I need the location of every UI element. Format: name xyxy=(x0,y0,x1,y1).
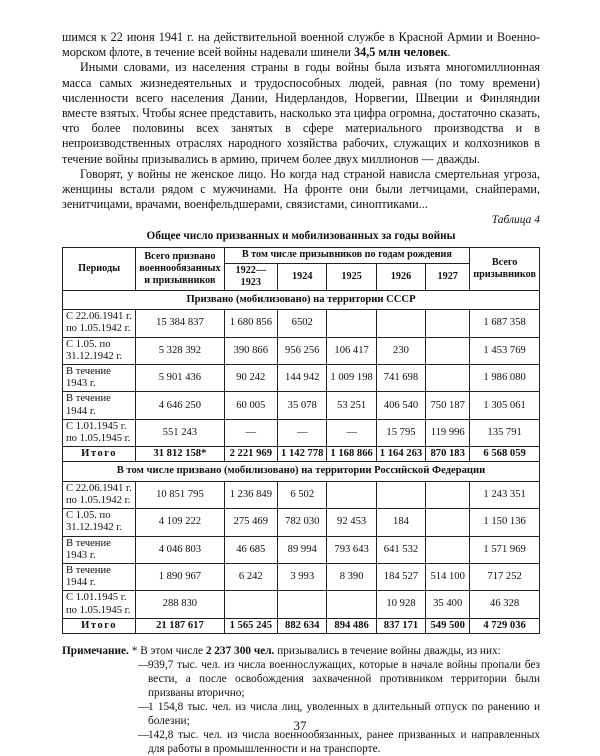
paragraph-3: Говорят, у войны не женское лицо. Но когда над страной нависла смертельная угроза, женщины встали рядом с мужчинами. На фронте они были летчицами, снайперами, зенитчицами, врачами, военфельдшерами, связистами, синоптиками... xyxy=(62,166,540,212)
total-value-cell: 1 142 778 xyxy=(278,447,327,462)
value-cell: 1 150 136 xyxy=(470,509,540,536)
value-cell: 1 009 198 xyxy=(327,365,376,392)
value-cell: 10 928 xyxy=(376,591,425,618)
value-cell: 60 005 xyxy=(224,392,278,419)
value-cell xyxy=(327,310,376,337)
dash: — xyxy=(138,658,150,671)
table-row xyxy=(63,310,540,337)
header-year: 1922—1923 xyxy=(224,263,278,290)
value-cell: 956 256 xyxy=(278,337,327,364)
period-cell: С 1.05. по 31.12.1942 г. xyxy=(63,337,136,364)
period-cell: В течение 1944 г. xyxy=(63,392,136,419)
value-cell xyxy=(224,591,278,618)
value-cell: 4 109 222 xyxy=(136,509,224,536)
total-label: Итого xyxy=(63,618,136,633)
value-cell: 1 986 080 xyxy=(470,365,540,392)
value-cell: 35 078 xyxy=(278,392,327,419)
total-value-cell: 549 500 xyxy=(426,618,470,633)
value-cell: 1 243 351 xyxy=(470,481,540,508)
value-cell: 275 469 xyxy=(224,509,278,536)
value-cell: 89 994 xyxy=(278,536,327,563)
paragraph-1-end: . xyxy=(447,45,451,60)
value-cell: 46 685 xyxy=(224,536,278,563)
total-value-cell: 870 183 xyxy=(426,447,470,462)
note-item-text: 1 154,8 тыс. чел. из числа лиц, уволенных в длительный отпуск по ранению и болезни; xyxy=(148,700,540,727)
value-cell: 15 384 837 xyxy=(136,310,224,337)
value-cell: 750 187 xyxy=(426,392,470,419)
value-cell: 144 942 xyxy=(278,365,327,392)
note-intro xyxy=(62,644,540,658)
value-cell xyxy=(327,481,376,508)
value-cell xyxy=(376,481,425,508)
period-cell: С 1.01.1945 г. по 1.05.1945 г. xyxy=(63,419,136,446)
note-intro-bold: 2 237 300 чел. xyxy=(205,644,275,657)
table-body xyxy=(63,291,540,634)
value-cell: 514 100 xyxy=(426,563,470,590)
value-cell: 5 901 436 xyxy=(136,365,224,392)
value-cell: 641 532 xyxy=(376,536,425,563)
period-cell: С 22.06.1941 г. по 1.05.1942 г. xyxy=(63,481,136,508)
value-cell: 1 305 061 xyxy=(470,392,540,419)
period-cell: С 1.05. по 31.12.1942 г. xyxy=(63,509,136,536)
total-value-cell: 4 729 036 xyxy=(470,618,540,633)
header-periods: Периоды xyxy=(63,248,136,291)
value-cell: 1 236 849 xyxy=(224,481,278,508)
paragraph-2: Иными словами, из населения страны в годы войны была изъята многомиллионная масса самых жизнедеятельных и трудоспособных людей, равная (по тому времени) численности всего населения Дании, Нидерландов, Норвегии, Швеции и Финляндии вместе взятых. Чтобы яснее представить, насколько эта цифра огромна, достаточно сказать, что более половины всех занятых в сфере материального производства и в непроизводственных отраслях народного хозяйства рабочих, служащих и колхозников в течение войны призывались в армию, причем более двух миллионов — дважды. xyxy=(62,60,540,166)
value-cell: 106 417 xyxy=(327,337,376,364)
value-cell: 6502 xyxy=(278,310,327,337)
paragraph-1 xyxy=(62,30,540,60)
value-cell: 1 571 969 xyxy=(470,536,540,563)
note-intro-start: * В этом числе xyxy=(128,644,206,657)
value-cell xyxy=(278,591,327,618)
header-year: 1924 xyxy=(278,263,327,290)
table-row xyxy=(63,337,540,364)
value-cell: 1 687 358 xyxy=(470,310,540,337)
value-cell: — xyxy=(327,419,376,446)
total-value-cell: 894 486 xyxy=(327,618,376,633)
value-cell: 782 030 xyxy=(278,509,327,536)
dash: — xyxy=(138,700,150,713)
total-value-cell: 1 565 245 xyxy=(224,618,278,633)
value-cell: 406 540 xyxy=(376,392,425,419)
value-cell xyxy=(327,591,376,618)
table-row xyxy=(63,591,540,618)
total-value-cell: 837 171 xyxy=(376,618,425,633)
value-cell xyxy=(376,310,425,337)
page-number: 37 xyxy=(293,718,307,733)
value-cell: 390 866 xyxy=(224,337,278,364)
table-row xyxy=(63,419,540,446)
total-value-cell: 6 568 059 xyxy=(470,447,540,462)
value-cell: 90 242 xyxy=(224,365,278,392)
value-cell: 8 390 xyxy=(327,563,376,590)
table-row xyxy=(63,481,540,508)
paragraph-1-bold: 34,5 млн человек xyxy=(354,45,448,60)
value-cell xyxy=(426,365,470,392)
value-cell: 184 527 xyxy=(376,563,425,590)
total-value-cell: 1 164 263 xyxy=(376,447,425,462)
value-cell: 135 791 xyxy=(470,419,540,446)
value-cell: 46 328 xyxy=(470,591,540,618)
value-cell: 4 046 803 xyxy=(136,536,224,563)
period-cell: В течение 1943 г. xyxy=(63,536,136,563)
value-cell: 551 243 xyxy=(136,419,224,446)
value-cell xyxy=(426,536,470,563)
value-cell: 35 400 xyxy=(426,591,470,618)
value-cell: 119 996 xyxy=(426,419,470,446)
value-cell xyxy=(426,310,470,337)
note-label: Примечание. xyxy=(62,644,129,657)
table-row xyxy=(63,392,540,419)
paragraph-1-text: шимся к 22 июня 1941 г. на действительной военной службе в Красной Армии и Военно-морском флоте, в течение всей войны надевали шинели xyxy=(62,30,540,60)
value-cell xyxy=(426,481,470,508)
value-cell: 288 830 xyxy=(136,591,224,618)
value-cell: 717 252 xyxy=(470,563,540,590)
data-table xyxy=(62,247,540,633)
value-cell: 92 453 xyxy=(327,509,376,536)
value-cell: — xyxy=(224,419,278,446)
note xyxy=(62,644,540,756)
period-cell: С 22.06.1941 г. по 1.05.1942 г. xyxy=(63,310,136,337)
header-total-recruits: Всего призывников xyxy=(470,248,540,291)
value-cell: 1 890 967 xyxy=(136,563,224,590)
value-cell: 184 xyxy=(376,509,425,536)
note-intro-end: призывались в течение войны дважды, из них: xyxy=(274,644,501,657)
header-total-called: Всего призвано военнообязанных и призывников xyxy=(136,248,224,291)
value-cell: 4 646 250 xyxy=(136,392,224,419)
period-cell: С 1.01.1945 г. по 1.05.1945 г. xyxy=(63,591,136,618)
note-item-text: 142,8 тыс. чел. из числа военнообязанных, ранее призванных и направленных для работы в промышленности и на транспорте. xyxy=(148,728,540,755)
total-value-cell: 2 221 969 xyxy=(224,447,278,462)
header-year: 1925 xyxy=(327,263,376,290)
dash: — xyxy=(138,728,150,741)
value-cell: 53 251 xyxy=(327,392,376,419)
table-caption: Таблица 4 xyxy=(491,214,540,227)
period-cell: В течение 1944 г. xyxy=(63,563,136,590)
value-cell xyxy=(426,509,470,536)
value-cell: — xyxy=(278,419,327,446)
table-row xyxy=(63,563,540,590)
total-row xyxy=(63,618,540,633)
value-cell xyxy=(426,337,470,364)
note-item-text: 939,7 тыс. чел. из числа военнослужащих, которые в начале войны пропали без вести, а после освобождения захваченной противником территории были призваны вторично; xyxy=(148,658,540,699)
total-value-cell: 21 187 617 xyxy=(136,618,224,633)
period-cell: В течение 1943 г. xyxy=(63,365,136,392)
table-title: Общее число призванных и мобилизованных за годы войны xyxy=(146,230,456,243)
total-label: Итого xyxy=(63,447,136,462)
value-cell: 5 328 392 xyxy=(136,337,224,364)
value-cell: 10 851 795 xyxy=(136,481,224,508)
note-item xyxy=(138,658,540,700)
value-cell: 6 242 xyxy=(224,563,278,590)
value-cell: 1 453 769 xyxy=(470,337,540,364)
section-title: В том числе призвано (мобилизовано) на территории Российской Федерации xyxy=(63,462,540,481)
table-row xyxy=(63,509,540,536)
value-cell: 741 698 xyxy=(376,365,425,392)
value-cell: 793 643 xyxy=(327,536,376,563)
header-year: 1926 xyxy=(376,263,425,290)
table-row xyxy=(63,536,540,563)
header-year: 1927 xyxy=(426,263,470,290)
total-value-cell: 1 168 866 xyxy=(327,447,376,462)
value-cell: 15 795 xyxy=(376,419,425,446)
value-cell: 3 993 xyxy=(278,563,327,590)
total-value-cell: 882 634 xyxy=(278,618,327,633)
page xyxy=(62,30,540,756)
table-row xyxy=(63,365,540,392)
total-row xyxy=(63,447,540,462)
total-value-cell: 31 812 158* xyxy=(136,447,224,462)
note-list xyxy=(138,658,540,756)
value-cell: 1 680 856 xyxy=(224,310,278,337)
value-cell: 230 xyxy=(376,337,425,364)
header-by-years: В том числе призывников по годам рождения xyxy=(224,248,470,263)
value-cell: 6 502 xyxy=(278,481,327,508)
section-title: Призвано (мобилизовано) на территории СССР xyxy=(63,291,540,310)
